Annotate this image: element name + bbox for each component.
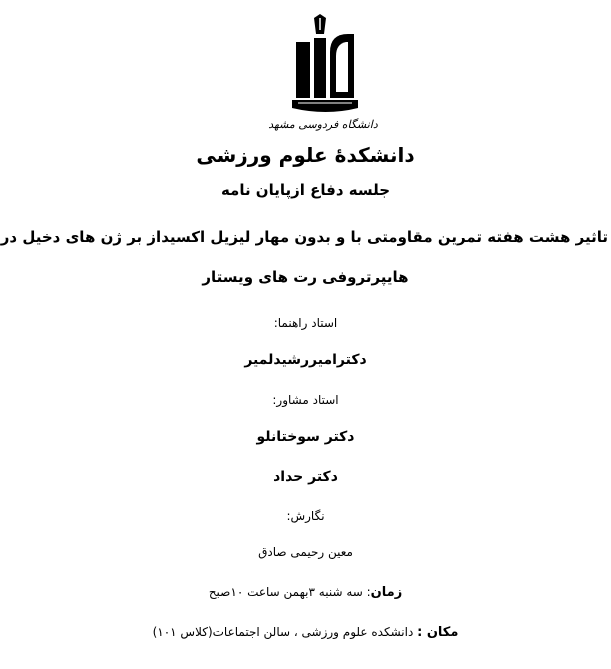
university-logo (268, 12, 378, 136)
advisor-label: استاد مشاور: (272, 393, 339, 407)
session-title: جلسه دفاع ازپایان نامه (220, 181, 391, 199)
thesis-title-line-2: هایپرتروفی رت های ویستار (202, 268, 409, 286)
logo-caption: دانشگاه فردوسی مشهد (268, 118, 378, 131)
author-name: معین رحیمی صادق (258, 545, 353, 559)
time-label: زمان (370, 585, 403, 600)
place-label: مکان : (417, 625, 459, 640)
supervisor-label: استاد راهنما: (273, 316, 338, 330)
advisor-name-1: دکتر سوختانلو (256, 429, 355, 445)
author-label: نگارش: (286, 509, 325, 523)
defense-place (0, 625, 611, 641)
thesis-title-line-1: تاثیر هشت هفته تمرین مقاومتی با و بدون مهار لیزیل اکسیداز بر ژن های دخیل در (0, 228, 608, 246)
defense-time (0, 585, 611, 601)
place-value: دانشکده علوم ورزشی ، سالن اجتماعات(کلاس ۱۰۱) (152, 625, 418, 639)
time-value: : سه شنبه ۳بهمن ساعت ۱۰صبح (208, 585, 371, 599)
advisor-name-2: دکتر حداد (273, 469, 338, 485)
faculty-name: دانشکدهٔ علوم ورزشی (196, 143, 415, 167)
supervisor-name: دکترامیررشیدلمیر (244, 352, 367, 368)
